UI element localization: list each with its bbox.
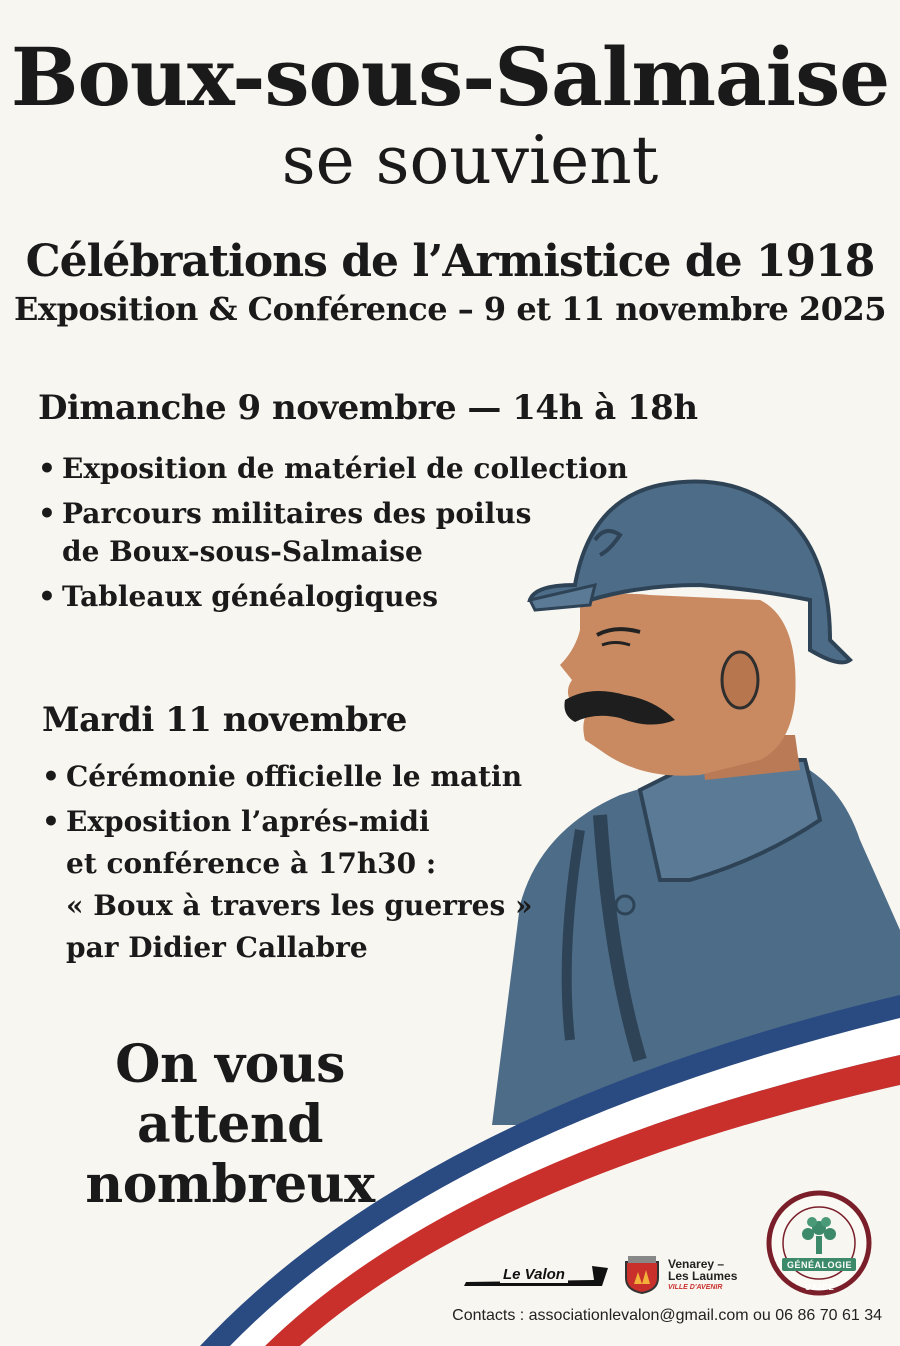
list-item-line: et conférence à 17h30 : (66, 847, 437, 880)
venarey-tagline: VILLE D'AVENIR (668, 1284, 723, 1291)
list-item (40, 803, 533, 967)
crest-icon (622, 1256, 662, 1294)
list-item-line: « Boux à travers les guerres » (66, 889, 533, 922)
list-item-line: de Boux-sous-Salmaise (62, 535, 423, 568)
page-title: Boux-sous-Salmaise (10, 30, 890, 124)
venarey-line2: Les Laumes (668, 1269, 738, 1283)
contacts-line: Contacts : associationlevalon@gmail.com ou 06 86 70 61 34 (452, 1307, 882, 1324)
event-title: Célébrations de l’Armistice de 1918 (25, 236, 875, 287)
page-subtitle: se souvient (281, 122, 659, 199)
genealogie-banner: GÉNÉALOGIE (787, 1260, 853, 1270)
event-subtitle: Exposition & Conférence – 9 et 11 novembre 2025 (14, 290, 886, 328)
closing-message (40, 1035, 420, 1215)
venarey-logo (622, 1256, 752, 1296)
sunday-list (36, 450, 628, 623)
genealogie-logo (760, 1190, 878, 1300)
list-item (40, 758, 533, 796)
list-item (36, 578, 628, 616)
sunday-heading: Dimanche 9 novembre — 14h à 18h (38, 388, 698, 428)
list-item-line: • Parcours militaires des poilus (62, 497, 532, 530)
list-item-line: • Tableaux généalogiques (62, 580, 439, 613)
list-item (36, 450, 628, 488)
list-item-line: • Exposition l’aprés-midi (66, 805, 430, 838)
tuesday-heading: Mardi 11 novembre (42, 700, 407, 740)
tuesday-list (40, 758, 533, 974)
list-item-line: par Didier Callabre (66, 931, 368, 964)
closing-line1: On vous attend (115, 1034, 345, 1155)
venarey-line1: Venarey – (668, 1257, 725, 1271)
list-item-line: • Cérémonie officielle le matin (66, 760, 523, 793)
le-valon-logo (462, 1262, 610, 1290)
closing-line2: nombreux (85, 1154, 375, 1215)
genealogie-bottom: UAICE (805, 1283, 835, 1292)
list-item (36, 495, 628, 571)
list-item-line: • Exposition de matériel de collection (62, 452, 628, 485)
le-valon-label: Le Valon (500, 1266, 568, 1283)
